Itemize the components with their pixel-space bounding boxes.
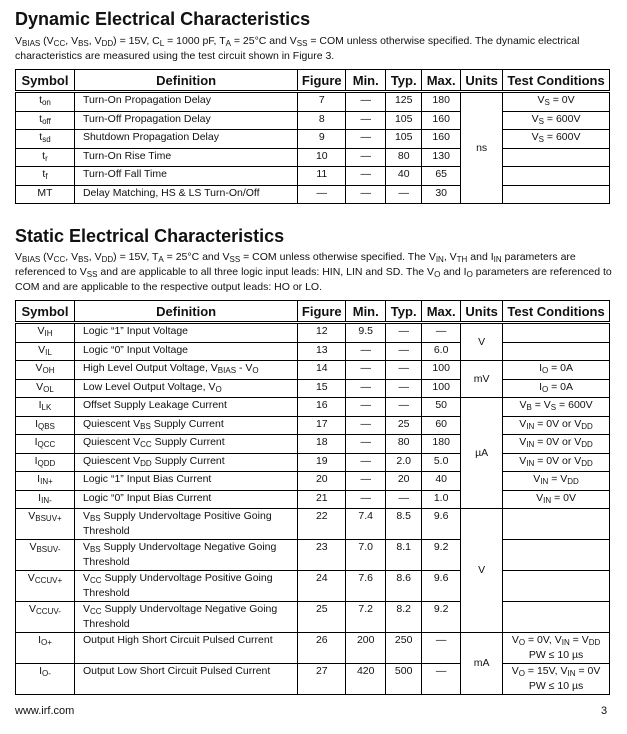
test-conditions-cell: [503, 323, 610, 343]
min-cell: —: [346, 342, 386, 361]
definition-cell: Turn-Off Propagation Delay: [74, 111, 297, 130]
header-row: [16, 70, 610, 92]
figure-cell: 24: [298, 571, 346, 602]
figure-cell: 21: [298, 490, 346, 509]
symbol-cell: $t_{on}$: [16, 92, 75, 112]
units-cell: ns: [461, 92, 503, 204]
typ-cell: 8.6: [386, 571, 422, 602]
max-cell: 50: [422, 398, 461, 417]
min-cell: —: [346, 111, 386, 130]
units-cell: V: [461, 323, 503, 361]
definition-cell: Quiescent $V_{DD}$ Supply Current: [74, 453, 297, 472]
symbol-cell: $V_{BSUV-}$: [16, 540, 75, 571]
column-header: Test Conditions: [503, 301, 610, 323]
condition-line: $V_{IN} = 0V$ or $V_{DD}$: [519, 436, 593, 449]
typ-cell: 80: [386, 435, 422, 454]
min-cell: —: [346, 490, 386, 509]
figure-cell: 13: [298, 342, 346, 361]
table-row: [16, 472, 610, 491]
condition-line: $V_S = 600V$: [531, 112, 581, 126]
units-cell: mA: [461, 633, 503, 695]
test-conditions-cell: [503, 664, 610, 695]
table-row: [16, 540, 610, 571]
min-cell: —: [346, 167, 386, 186]
test-conditions-cell: [503, 167, 610, 186]
typ-cell: 105: [386, 130, 422, 149]
max-cell: 9.6: [422, 571, 461, 602]
typ-cell: 125: [386, 92, 422, 112]
figure-cell: 26: [298, 633, 346, 664]
condition-line: $V_O = 0V$, $V_{IN} = V_{DD}$: [511, 634, 601, 647]
definition-cell: Low Level Output Voltage, $V_O$: [74, 379, 297, 398]
footer-url[interactable]: www.irf.com: [15, 705, 75, 717]
condition-line: $V_O = 15V$, $V_{IN} = 0V$: [511, 665, 601, 678]
figure-cell: 9: [298, 130, 346, 149]
units-cell: mV: [461, 361, 503, 398]
min-cell: —: [346, 416, 386, 435]
static-title: Static Electrical Characteristics: [15, 226, 285, 246]
min-cell: —: [346, 379, 386, 398]
column-header: Typ.: [386, 301, 422, 323]
min-cell: 200: [346, 633, 386, 664]
condition-line: $I_O = 0A$: [539, 380, 574, 394]
figure-cell: 18: [298, 435, 346, 454]
min-cell: —: [346, 92, 386, 112]
definition-cell: Shutdown Propagation Delay: [74, 130, 297, 149]
max-cell: 60: [422, 416, 461, 435]
figure-cell: 14: [298, 361, 346, 380]
test-conditions-cell: [503, 342, 610, 361]
column-header: Symbol: [16, 70, 75, 92]
condition-line: $V_{IN} = 0V$ or $V_{DD}$: [519, 417, 593, 431]
symbol-cell: $V_{IH}$: [16, 323, 75, 343]
column-header: Typ.: [386, 70, 422, 92]
table-row: [16, 92, 610, 112]
static-intro: $V_{BIAS}$ ($V_{CC}$, $V_{BS}$, $V_{DD}) = 15V$, $T_A = 25^\circ C$ and $V_{SS}$ = COM unless otherwise specified. The $V_{IN}$, $V_{TH}$ and $I_{IN}$ parameters are referenced to $V_{SS}$ and are applicable to all three logic input leads: HIN, LIN and SD. The $V_O$ and $I_O$ parameters are referenced to COM and are applicable to the respective output leads: HO or LO.: [15, 251, 612, 293]
typ-cell: —: [386, 490, 422, 509]
min-cell: —: [346, 148, 386, 167]
table-row: [16, 453, 610, 472]
typ-cell: —: [386, 361, 422, 380]
table-row: [16, 167, 610, 186]
figure-cell: 20: [298, 472, 346, 491]
condition-line: $I_O = 0A$: [539, 362, 574, 375]
max-cell: 160: [422, 111, 461, 130]
symbol-cell: $I_{O-}$: [16, 664, 75, 695]
table-row: [16, 571, 610, 602]
test-conditions-cell: [503, 185, 610, 204]
header-row: [16, 301, 610, 323]
definition-cell: Logic “0” Input Bias Current: [74, 490, 297, 509]
units-cell: V: [461, 509, 503, 633]
test-conditions-cell: [503, 148, 610, 167]
test-conditions-cell: [503, 361, 610, 380]
typ-cell: —: [386, 185, 422, 204]
table-row: [16, 398, 610, 417]
column-header: Figure: [298, 70, 346, 92]
min-cell: 7.0: [346, 540, 386, 571]
column-header: Units: [461, 301, 503, 323]
typ-cell: 250: [386, 633, 422, 664]
typ-cell: 8.5: [386, 509, 422, 540]
test-conditions-cell: [503, 379, 610, 398]
definition-cell: Turn-Off Fall Time: [74, 167, 297, 186]
definition-cell: Offset Supply Leakage Current: [74, 398, 297, 417]
table-row: [16, 185, 610, 204]
symbol-cell: $V_{BSUV+}$: [16, 509, 75, 540]
max-cell: 5.0: [422, 453, 461, 472]
definition-cell: Logic “1” Input Bias Current: [74, 472, 297, 491]
min-cell: —: [346, 472, 386, 491]
symbol-cell: $I_{QBS}$: [16, 416, 75, 435]
symbol-cell: $t_{sd}$: [16, 130, 75, 149]
symbol-cell: $t_{off}$: [16, 111, 75, 130]
typ-cell: —: [386, 323, 422, 343]
max-cell: 65: [422, 167, 461, 186]
table-row: [16, 490, 610, 509]
page-number: 3: [601, 705, 608, 717]
typ-cell: 500: [386, 664, 422, 695]
figure-cell: 19: [298, 453, 346, 472]
max-cell: —: [422, 633, 461, 664]
definition-cell: $V_{BS}$ Supply Undervoltage Negative Going Threshold: [74, 540, 297, 571]
min-cell: 7.2: [346, 602, 386, 633]
definition-cell: Output Low Short Circuit Pulsed Current: [74, 664, 297, 695]
definition-cell: High Level Output Voltage, $V_{BIAS} - V_O$: [74, 361, 297, 380]
condition-line: $V_B = V_S = 600V$: [519, 399, 593, 412]
test-conditions-cell: [503, 571, 610, 602]
max-cell: 30: [422, 185, 461, 204]
figure-cell: 11: [298, 167, 346, 186]
max-cell: 9.6: [422, 509, 461, 540]
definition-cell: Quiescent $V_{CC}$ Supply Current: [74, 435, 297, 454]
symbol-cell: $t_r$: [16, 148, 75, 167]
figure-cell: 7: [298, 92, 346, 112]
table-row: [16, 379, 610, 398]
condition-line: $V_{IN} = V_{DD}$: [533, 473, 579, 486]
typ-cell: —: [386, 379, 422, 398]
min-cell: 9.5: [346, 323, 386, 343]
definition-cell: Quiescent $V_{BS}$ Supply Current: [74, 416, 297, 435]
max-cell: 100: [422, 379, 461, 398]
max-cell: 180: [422, 92, 461, 112]
table-row: [16, 361, 610, 380]
table-row: [16, 323, 610, 343]
definition-cell: Output High Short Circuit Pulsed Current: [74, 633, 297, 664]
max-cell: 9.2: [422, 602, 461, 633]
test-conditions-cell: [503, 435, 610, 454]
dynamic-intro: $V_{BIAS}$ ($V_{CC}$, $V_{BS}$, $V_{DD}) = 15V$, $C_L = 1000$ pF, $T_A = 25^\circ C$ and $V_{SS}$ = COM unless otherwise specified. The dynamic electrical characteristics are measured using the test circuit shown in Figure 3.: [15, 35, 580, 62]
test-conditions-cell: [503, 416, 610, 435]
table-row: [16, 416, 610, 435]
min-cell: —: [346, 453, 386, 472]
min-cell: 7.4: [346, 509, 386, 540]
condition-line: PW ≤ 10 µs: [528, 680, 584, 692]
test-conditions-cell: [503, 633, 610, 664]
figure-cell: 15: [298, 379, 346, 398]
column-header: Max.: [422, 301, 461, 323]
symbol-cell: $I_{QDD}$: [16, 453, 75, 472]
min-cell: 420: [346, 664, 386, 695]
test-conditions-cell: [503, 130, 610, 149]
typ-cell: 20: [386, 472, 422, 491]
typ-cell: —: [386, 342, 422, 361]
symbol-cell: MT: [16, 185, 75, 204]
figure-cell: 23: [298, 540, 346, 571]
table-row: [16, 633, 610, 664]
test-conditions-cell: [503, 92, 610, 112]
figure-cell: 25: [298, 602, 346, 633]
test-conditions-cell: [503, 472, 610, 491]
column-header: Definition: [74, 301, 297, 323]
typ-cell: 80: [386, 148, 422, 167]
figure-cell: 27: [298, 664, 346, 695]
condition-line: $V_S = 600V$: [531, 131, 581, 144]
units-cell: µA: [461, 398, 503, 509]
test-conditions-cell: [503, 509, 610, 540]
condition-line: PW ≤ 10 µs: [528, 649, 584, 661]
table-row: [16, 664, 610, 695]
symbol-cell: $I_{IN-}$: [16, 490, 75, 509]
max-cell: —: [422, 323, 461, 343]
table-row: [16, 435, 610, 454]
min-cell: —: [346, 398, 386, 417]
test-conditions-cell: [503, 602, 610, 633]
column-header: Definition: [74, 70, 297, 92]
min-cell: —: [346, 185, 386, 204]
max-cell: 160: [422, 130, 461, 149]
definition-cell: Logic “0” Input Voltage: [74, 342, 297, 361]
definition-cell: Turn-On Rise Time: [74, 148, 297, 167]
typ-cell: 8.1: [386, 540, 422, 571]
definition-cell: $V_{CC}$ Supply Undervoltage Negative Going Threshold: [74, 602, 297, 633]
column-header: Units: [461, 70, 503, 92]
figure-cell: 8: [298, 111, 346, 130]
symbol-cell: $V_{CCUV+}$: [16, 571, 75, 602]
typ-cell: 40: [386, 167, 422, 186]
column-header: Max.: [422, 70, 461, 92]
condition-line: $V_{IN} = 0V$ or $V_{DD}$: [519, 454, 593, 468]
table-row: [16, 148, 610, 167]
symbol-cell: $I_{IN+}$: [16, 472, 75, 491]
symbol-cell: $V_{CCUV-}$: [16, 602, 75, 633]
condition-line: $V_S = 0V$: [537, 94, 575, 107]
definition-cell: Turn-On Propagation Delay: [74, 92, 297, 112]
column-header: Symbol: [16, 301, 75, 323]
typ-cell: 25: [386, 416, 422, 435]
table-row: [16, 111, 610, 130]
table-row: [16, 130, 610, 149]
dynamic-table: [15, 69, 610, 204]
max-cell: 6.0: [422, 342, 461, 361]
test-conditions-cell: [503, 111, 610, 130]
figure-cell: 17: [298, 416, 346, 435]
min-cell: 7.6: [346, 571, 386, 602]
max-cell: 130: [422, 148, 461, 167]
figure-cell: 10: [298, 148, 346, 167]
symbol-cell: $I_{QCC}$: [16, 435, 75, 454]
test-conditions-cell: [503, 398, 610, 417]
typ-cell: 2.0: [386, 453, 422, 472]
condition-line: $V_{IN} = 0V$: [536, 491, 576, 505]
figure-cell: 16: [298, 398, 346, 417]
table-row: [16, 509, 610, 540]
static-table: [15, 300, 610, 695]
definition-cell: $V_{CC}$ Supply Undervoltage Positive Going Threshold: [74, 571, 297, 602]
test-conditions-cell: [503, 540, 610, 571]
column-header: Figure: [298, 301, 346, 323]
symbol-cell: $V_{IL}$: [16, 342, 75, 361]
min-cell: —: [346, 361, 386, 380]
typ-cell: 105: [386, 111, 422, 130]
definition-cell: Delay Matching, HS & LS Turn-On/Off: [74, 185, 297, 204]
max-cell: 100: [422, 361, 461, 380]
typ-cell: —: [386, 398, 422, 417]
column-header: Min.: [346, 301, 386, 323]
min-cell: —: [346, 435, 386, 454]
max-cell: 180: [422, 435, 461, 454]
test-conditions-cell: [503, 453, 610, 472]
dynamic-title: Dynamic Electrical Characteristics: [15, 9, 311, 29]
symbol-cell: $I_{O+}$: [16, 633, 75, 664]
figure-cell: —: [298, 185, 346, 204]
column-header: Min.: [346, 70, 386, 92]
table-row: [16, 602, 610, 633]
typ-cell: 8.2: [386, 602, 422, 633]
definition-cell: Logic “1” Input Voltage: [74, 323, 297, 343]
column-header: Test Conditions: [503, 70, 610, 92]
figure-cell: 22: [298, 509, 346, 540]
symbol-cell: $V_{OL}$: [16, 379, 75, 398]
symbol-cell: $t_f$: [16, 167, 75, 186]
max-cell: 9.2: [422, 540, 461, 571]
figure-cell: 12: [298, 323, 346, 343]
definition-cell: $V_{BS}$ Supply Undervoltage Positive Going Threshold: [74, 509, 297, 540]
test-conditions-cell: [503, 490, 610, 509]
max-cell: 1.0: [422, 490, 461, 509]
table-row: [16, 342, 610, 361]
symbol-cell: $I_{LK}$: [16, 398, 75, 417]
min-cell: —: [346, 130, 386, 149]
max-cell: —: [422, 664, 461, 695]
max-cell: 40: [422, 472, 461, 491]
symbol-cell: $V_{OH}$: [16, 361, 75, 380]
